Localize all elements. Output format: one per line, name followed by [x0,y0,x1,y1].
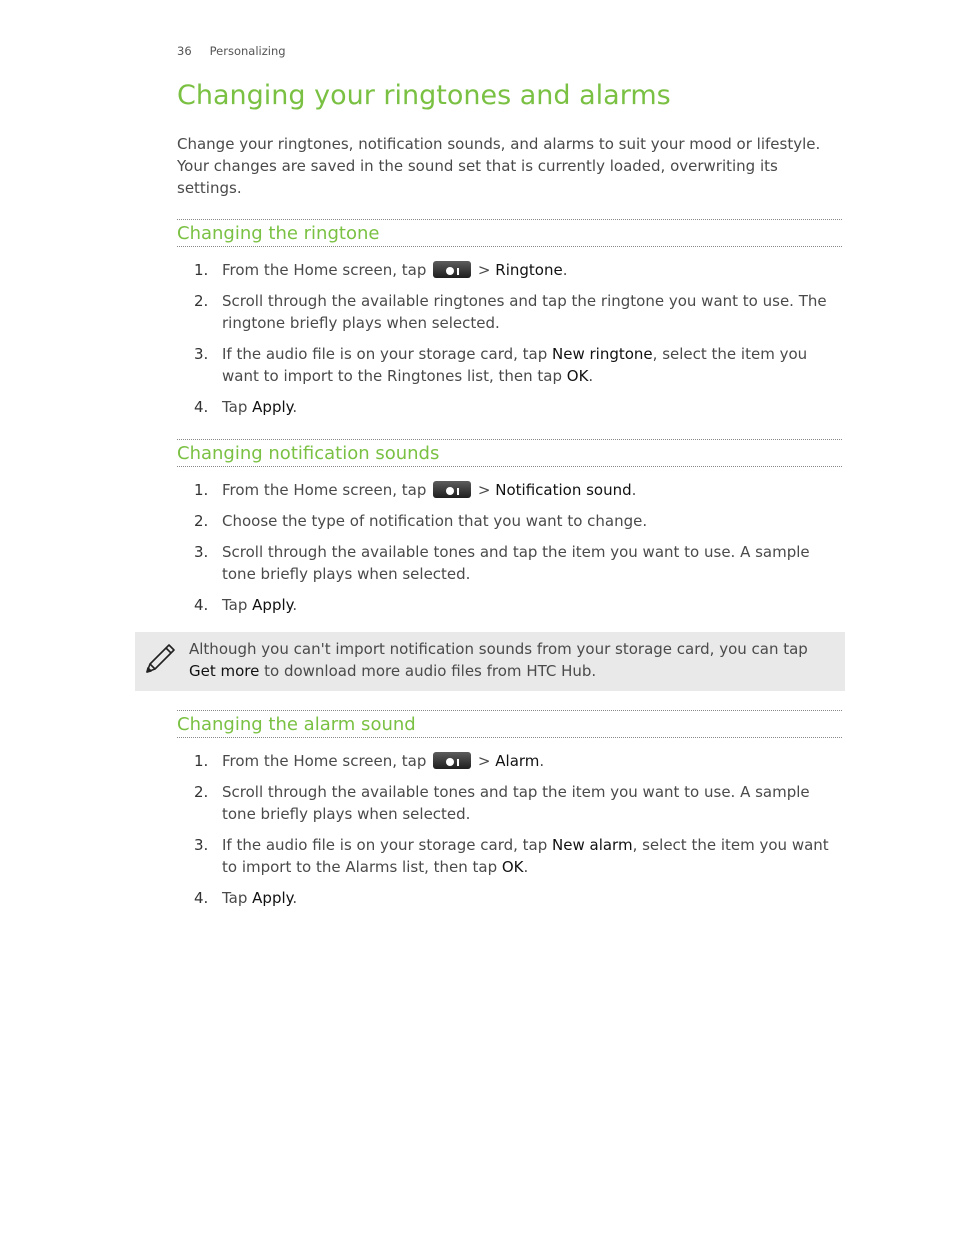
ringtone-steps [177,259,842,427]
step-text: > [473,261,496,279]
section-title: Changing the ringtone [177,223,380,244]
step-text: Tap [222,596,253,614]
step-number: 3. [194,345,209,363]
notification-steps [177,479,842,625]
section-heading-alarm [177,710,842,738]
step-text: . [588,367,594,385]
step-text: . [539,752,545,770]
step-emphasis: Apply [252,889,293,907]
step-text: . [631,481,637,499]
step-emphasis: New ringtone [552,345,653,363]
step-text: . [292,398,298,416]
step-text: Scroll through the available tones and tap the item you want to use. A sample tone briefly plays when selected. [222,783,810,823]
list-item [177,887,842,909]
step-text: From the Home screen, tap [222,261,427,279]
note-text-part: to download more audio files from HTC Hub. [259,662,597,680]
step-text: > [473,481,496,499]
list-item [177,510,842,532]
step-number: 1. [194,752,209,770]
step-emphasis: Alarm [495,752,540,770]
step-number: 4. [194,398,209,416]
step-text: . [292,889,298,907]
section-heading-notification [177,439,842,467]
step-number: 1. [194,481,209,499]
list-item [177,259,842,281]
step-text: , select the item you want to import to the Alarms list, then tap [222,836,829,876]
list-item [177,781,842,825]
all-apps-icon [433,261,471,278]
step-text: . [523,858,529,876]
step-text: If the audio file is on your storage card, tap [222,836,553,854]
list-item [177,396,842,418]
list-item [177,594,842,616]
step-text: . [292,596,298,614]
alarm-steps [177,750,842,918]
step-number: 4. [194,596,209,614]
step-emphasis: Apply [252,398,293,416]
chapter-name: Personalizing [209,44,286,58]
list-item [177,343,842,387]
pencil-icon [143,642,177,676]
step-number: 2. [194,783,209,801]
note-box [135,632,845,691]
note-text-part: Although you can't import notification sounds from your storage card, you can tap [189,640,808,658]
step-text: Choose the type of notification that you want to change. [222,512,648,530]
step-number: 2. [194,292,209,310]
note-emphasis: Get more [189,662,260,680]
running-header [177,44,286,58]
step-text: > [473,752,496,770]
all-apps-icon [433,481,471,498]
step-text: Scroll through the available ringtones and tap the ringtone you want to use. The ringtone briefly plays when selected. [222,292,827,332]
section-title: Changing the alarm sound [177,714,416,735]
step-text: If the audio file is on your storage card, tap [222,345,553,363]
list-item [177,834,842,878]
step-emphasis: Notification sound [495,481,632,499]
step-number: 4. [194,889,209,907]
list-item [177,541,842,585]
list-item [177,290,842,334]
step-text: Scroll through the available tones and tap the item you want to use. A sample tone briefly plays when selected. [222,543,810,583]
note-text [189,638,834,682]
step-text: Tap [222,398,253,416]
step-number: 3. [194,836,209,854]
step-number: 3. [194,543,209,561]
step-emphasis: Ringtone [495,261,563,279]
list-item [177,750,842,772]
step-emphasis: OK [566,367,589,385]
step-text: . [562,261,568,279]
section-heading-ringtone [177,219,842,247]
step-text: Tap [222,889,253,907]
step-number: 1. [194,261,209,279]
all-apps-icon [433,752,471,769]
list-item [177,479,842,501]
page-number: 36 [177,44,192,58]
step-emphasis: Apply [252,596,293,614]
section-title: Changing notification sounds [177,443,440,464]
step-emphasis: OK [501,858,524,876]
step-emphasis: New alarm [552,836,633,854]
page-title: Changing your ringtones and alarms [177,80,671,111]
intro-paragraph: Change your ringtones, notification sounds, and alarms to suit your mood or lifestyle. Your changes are saved in the sound set that is currently loaded, overwriting its settings. [177,135,821,197]
step-text: From the Home screen, tap [222,752,427,770]
step-text: From the Home screen, tap [222,481,427,499]
step-text: , select the item you want to import to the Ringtones list, then tap [222,345,808,385]
step-number: 2. [194,512,209,530]
